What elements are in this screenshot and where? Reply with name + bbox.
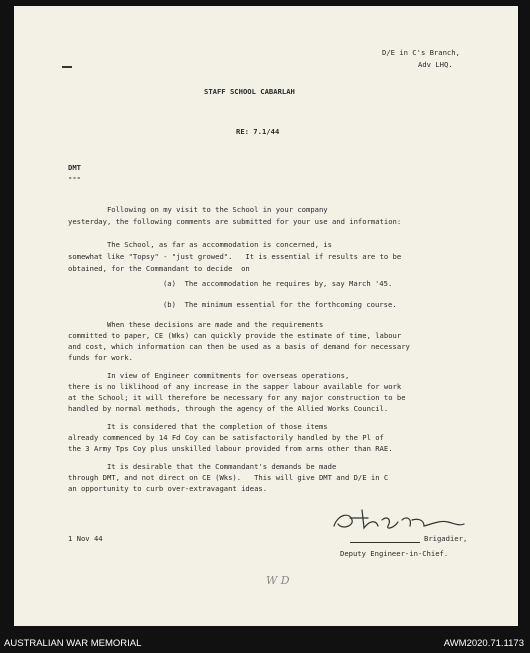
body-line: through DMT, and not direct on CE (Wks). This will give DMT and D/E in C [68,473,389,482]
archive-name: AUSTRALIAN WAR MEMORIAL [4,638,142,649]
punch-mark [62,66,72,68]
document-page [14,6,518,626]
list-item-b: (b) The minimum essential for the forthcoming course. [124,300,397,309]
body-line: committed to paper, CE (Wks) can quickly provide the estimate of time, labour [68,331,402,340]
body-line: It is considered that the completion of those items [68,422,328,431]
body-line: at the School; it will therefore be necessary for any major construction to be [68,393,406,402]
body-line: It is desirable that the Commandant's demands be made [68,462,337,471]
signature-line [350,542,420,543]
body-line: and cost, which information can then be used as a basis of demand for necessary [68,342,410,351]
address-line-1: D/E in C's Branch, [382,48,460,57]
letter-date: 1 Nov 44 [68,534,103,543]
signatory-appointment: Deputy Engineer-in-Chief. [340,549,449,558]
body-line: In view of Engineer commitments for overseas operations, [68,371,350,380]
reference: RE: 7.1/44 [236,127,280,136]
body-line: an opportunity to curb over-extravagant ideas. [68,484,268,493]
body-line: When these decisions are made and the requirements [68,320,324,329]
body-line: Following on my visit to the School in your company [68,205,328,214]
addressee-underline: --- [68,173,81,182]
list-item-a: (a) The accommodation he requires by, say March '45. [124,279,393,288]
letter-title: STAFF SCHOOL CABARLAH [204,87,295,96]
body-line: handled by normal methods, through the agency of the Allied Works Council. [68,404,389,413]
signatory-rank: Brigadier, [424,534,468,543]
address-line-2: Adv LHQ. [418,60,453,69]
body-line: obtained, for the Commandant to decide on [68,264,250,273]
body-line: there is no liklihood of any increase in the sapper labour available for work [68,382,402,391]
body-line: already commenced by 14 Fd Coy can be satisfactorily handled by the Pl of [68,433,384,442]
pencil-initials: W D [266,574,290,587]
body-line: yesterday, the following comments are submitted for your use and information: [68,217,402,226]
body-line: funds for work. [68,353,133,362]
addressee: DMT [68,163,81,172]
body-line: The School, as far as accommodation is concerned, is [68,240,332,249]
body-line: somewhat like "Topsy" - "just growed". It is essential if results are to be [68,252,402,261]
body-line: the 3 Army Tps Coy plus unskilled labour provided from arms other than RAE. [68,444,393,453]
archive-footer [0,626,530,653]
archive-accession-number: AWM2020.71.1173 [443,638,524,649]
